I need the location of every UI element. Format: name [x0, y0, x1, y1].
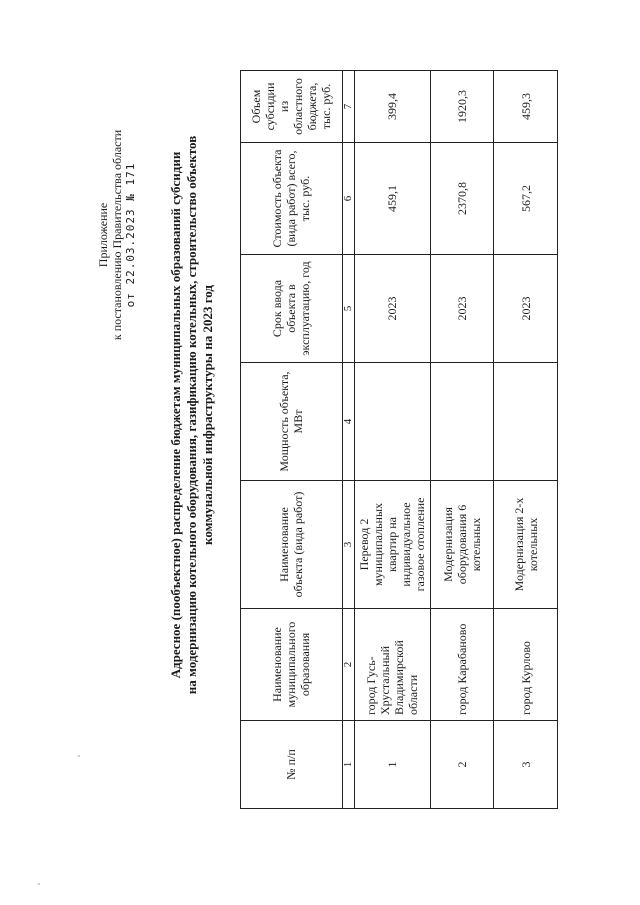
table-row [494, 71, 558, 809]
subsidy-amount: 459,3 [494, 71, 558, 143]
header-cell: Стоимость объекта (вида работ) всего, тыс. руб. [241, 143, 343, 255]
subsidy-table [240, 70, 558, 809]
column-number: 1 [342, 721, 354, 809]
subsidy-amount: 1920,3 [430, 71, 494, 143]
appendix-line-1: Приложение [96, 202, 110, 268]
column-number: 6 [342, 143, 354, 255]
total-cost: 459,1 [355, 143, 431, 255]
header-row [241, 71, 343, 809]
column-number: 4 [342, 363, 354, 481]
header-cell: Мощность объекта, МВт [241, 363, 343, 481]
municipality-name: город Карабаново [430, 609, 494, 721]
appendix-line-2: к постановлению Правительства области [110, 129, 124, 341]
row-number: 3 [494, 721, 558, 809]
appendix-block [96, 85, 138, 385]
column-number: 7 [342, 71, 354, 143]
header-cell: Срок ввода объекта в эксплуатацию, год [241, 255, 343, 363]
municipality-name: город Гусь-Хрустальный Владимирской области [355, 609, 431, 721]
total-cost: 2370,8 [430, 143, 494, 255]
title-line-1: Адресное (пообъектное) распределение бюджетам муниципальных образований субсидии [168, 151, 183, 679]
appendix-line-3: от 22.03.2023 № 171 [124, 162, 137, 308]
title-line-3: коммунальной инфраструктуры на 2023 год [200, 285, 215, 545]
document-title [168, 75, 216, 755]
scan-speck [78, 755, 80, 757]
capacity [494, 363, 558, 481]
column-number: 5 [342, 255, 354, 363]
header-cell: Наименование объекта (вида работ) [241, 481, 343, 609]
commissioning-year: 2023 [494, 255, 558, 363]
commissioning-year: 2023 [355, 255, 431, 363]
subsidy-amount: 399,4 [355, 71, 431, 143]
column-number: 3 [342, 481, 354, 609]
table-row [355, 71, 431, 809]
header-cell: Объем субсидии из областного бюджета, тыс. руб. [241, 71, 343, 143]
header-cell: Наименование муниципального образования [241, 609, 343, 721]
object-name: Модернизация 2-х котельных [494, 481, 558, 609]
commissioning-year: 2023 [430, 255, 494, 363]
capacity [430, 363, 494, 481]
row-number: 2 [430, 721, 494, 809]
capacity [355, 363, 431, 481]
municipality-name: город Курлово [494, 609, 558, 721]
object-name: Перевод 2 муниципальных квартир на индивидуальное газовое отопление [355, 481, 431, 609]
total-cost: 567,2 [494, 143, 558, 255]
scan-speck [38, 883, 40, 885]
table-row [430, 71, 494, 809]
column-number-row [342, 71, 354, 809]
header-cell: № п/п [241, 721, 343, 809]
title-line-2: на модернизацию котельного оборудования, газификацию котельных, строительство объектов [184, 135, 199, 695]
column-number: 2 [342, 609, 354, 721]
row-number: 1 [355, 721, 431, 809]
object-name: Модернизация оборудования 6 котельных [430, 481, 494, 609]
